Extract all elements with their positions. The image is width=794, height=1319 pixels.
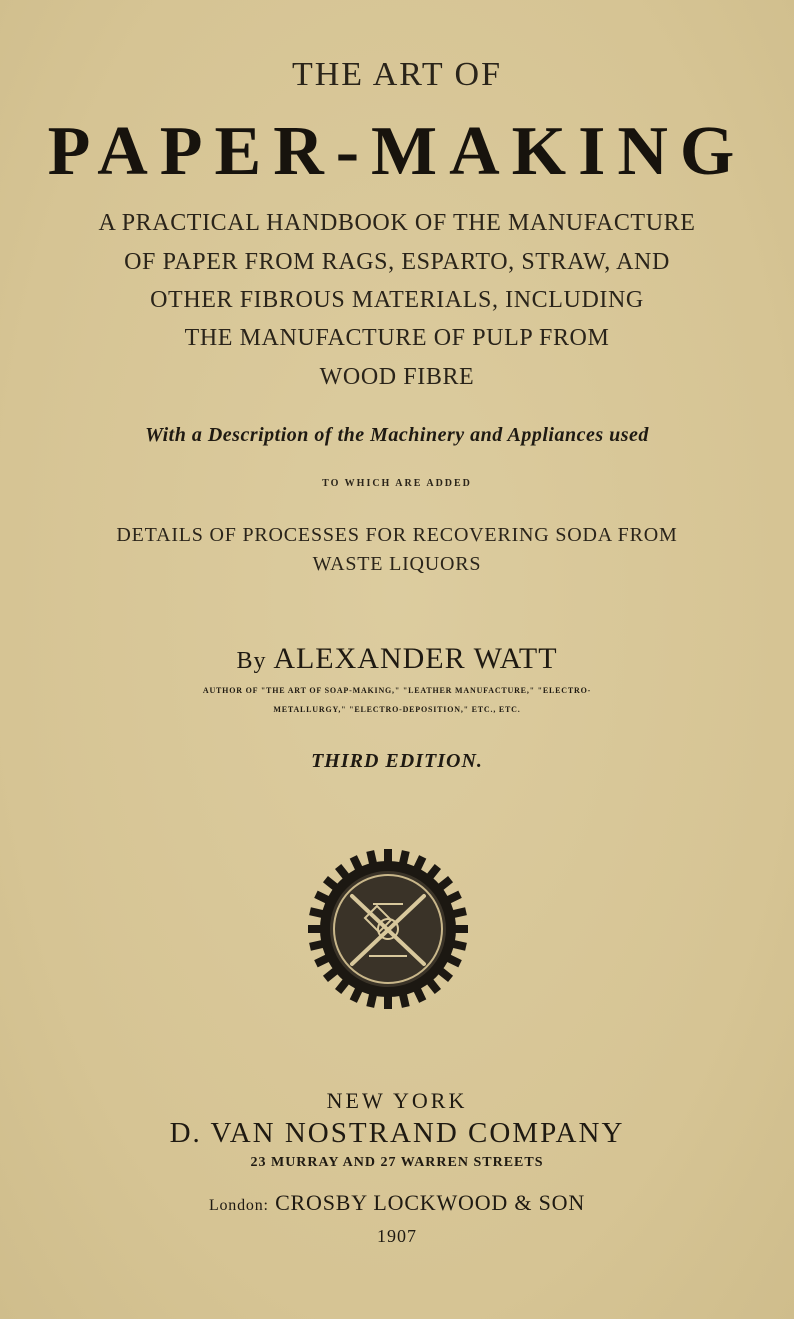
publisher-address: 23 MURRAY AND 27 WARREN STREETS xyxy=(250,1155,544,1170)
author-name: ALEXANDER WATT xyxy=(273,642,558,675)
author-by: By xyxy=(236,648,267,674)
subtitle-line-2: OF PAPER FROM RAGS, ESPARTO, STRAW, AND xyxy=(124,249,670,275)
page-title: PAPER-MAKING xyxy=(47,113,747,190)
subtitle-line-4: THE MANUFACTURE OF PULP FROM xyxy=(184,325,610,351)
london-publisher: CROSBY LOCKWOOD & SON xyxy=(275,1190,586,1215)
publisher-seal-icon xyxy=(307,848,469,1010)
details-line-1: DETAILS OF PROCESSES FOR RECOVERING SODA FROM xyxy=(116,524,678,546)
subtitle-line-3: OTHER FIBROUS MATERIALS, INCLUDING xyxy=(150,287,644,313)
publication-year: 1907 xyxy=(377,1226,417,1246)
details-line-2: WASTE LIQUORS xyxy=(312,553,482,575)
subtitle-line-1: A PRACTICAL HANDBOOK OF THE MANUFACTURE xyxy=(98,210,696,236)
added-note: TO WHICH ARE ADDED xyxy=(322,478,472,489)
london-label: London: xyxy=(208,1197,269,1214)
publisher-name: D. VAN NOSTRAND COMPANY xyxy=(169,1117,625,1149)
publisher-city: NEW YORK xyxy=(326,1088,468,1113)
edition: THIRD EDITION. xyxy=(311,750,483,772)
subtitle-line-5: WOOD FIBRE xyxy=(319,364,475,390)
london-line xyxy=(0,1190,794,1216)
author-credits-line-2: METALLURGY," "ELECTRO-DEPOSITION," ETC., ETC. xyxy=(273,705,521,714)
author-credits-line-1: AUTHOR OF "THE ART OF SOAP-MAKING," "LEATHER MANUFACTURE," "ELECTRO- xyxy=(202,686,592,695)
author-line xyxy=(0,642,794,676)
description-line: With a Description of the Machinery and Appliances used xyxy=(145,424,649,446)
title-pre: THE ART OF xyxy=(291,56,503,93)
